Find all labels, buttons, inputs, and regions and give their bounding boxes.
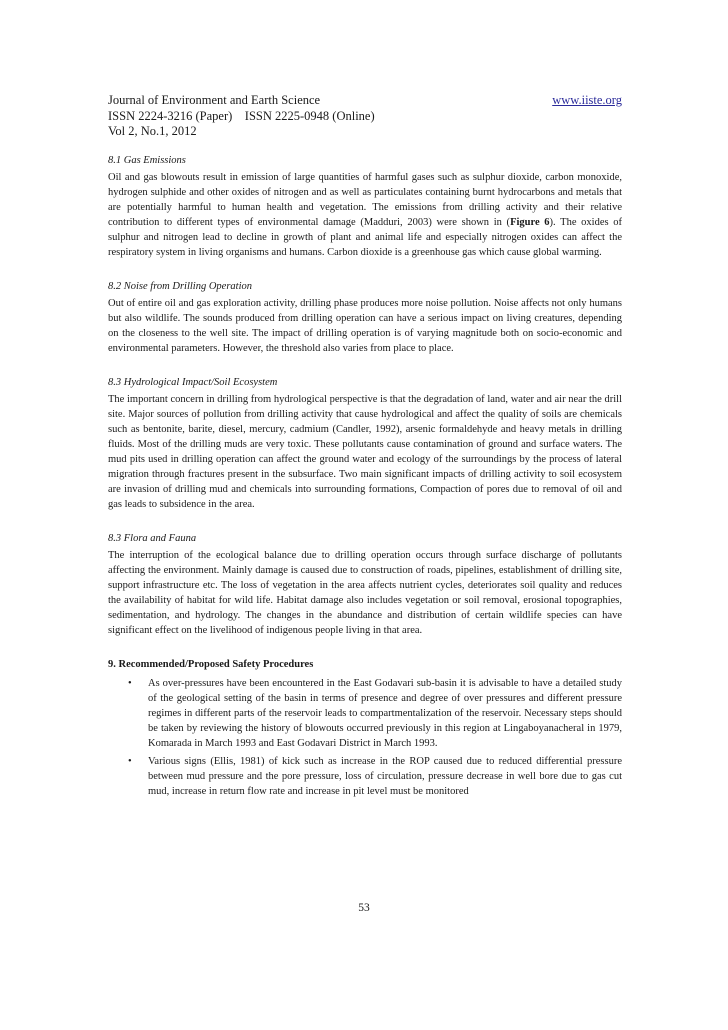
safety-bullet-list [108, 676, 622, 799]
spacer [108, 356, 622, 376]
section-title-flora-fauna: 8.3 Flora and Fauna [108, 532, 197, 544]
header-row [108, 93, 622, 109]
section-text-gas-emissions [108, 170, 622, 260]
section-title-noise: 8.2 Noise from Drilling Operation [108, 280, 252, 292]
section-title-gas-emissions: 8.1 Gas Emissions [108, 154, 186, 166]
spacer [108, 260, 622, 280]
bullet-text: As over-pressures have been encountered in the East Godavari sub-basin it is advisable to have a detailed study of the geological setting of the basin in terms of presence and degree of over pressures and different pressure regimes in different parts of the reservoir leads to compartmentalization of the reservoir. Necessary steps should be taken by reviewing the history of blowouts occurred previously in this region at Lingaboyanacheral in 1979, Komarada in March 1993 and East Godavari District in March 1993. [148, 677, 622, 749]
spacer [108, 512, 622, 532]
bullet-icon: • [128, 677, 132, 689]
issn-line: ISSN 2224-3216 (Paper) ISSN 2225-0948 (Online) [108, 108, 375, 123]
bullet-text: Various signs (Ellis, 1981) of kick such as increase in the ROP caused due to reduced differential pressure between mud pressure and the pore pressure, loss of circulation, pressure decrease in well bore due to gas cut mud, increase in return flow rate and increase in pit level must be monitored [148, 755, 622, 797]
section-text-hydrological: The important concern in drilling from hydrological perspective is that the degradation of land, water and air near the drill site. Major sources of pollution from drilling activity that cause hydrological and affect the quality of soils are chemicals such as bentonite, barite, diesel, mercury, cadmium (Candler, 1992), arsenic formaldehyde and heavy metals in drilling fluids. Most of the drilling muds are very toxic. These pollutants cause contamination of ground and surface waters. The mud pits used in drilling operation can affect the ground water and ecology of the surroundings by the process of lateral migration through fractures present in the subsurface. Two main significant impacts of drilling activity to soil ecosystem are invasion of drilling mud and chemicals into surrounding formations, Compaction of pores due to removal of oil and gas leads to subsidence in the area. [108, 393, 622, 510]
journal-header [108, 93, 622, 140]
volume-line: Vol 2, No.1, 2012 [108, 124, 197, 138]
journal-title: Journal of Environment and Earth Science [108, 93, 321, 107]
list-item [108, 754, 622, 799]
bullet-icon: • [128, 755, 132, 767]
safety-heading: 9. Recommended/Proposed Safety Procedures [108, 658, 314, 670]
section-title-hydrological: 8.3 Hydrological Impact/Soil Ecosystem [108, 376, 278, 388]
spacer [108, 638, 622, 658]
section-text-noise: Out of entire oil and gas exploration activity, drilling phase produces more noise pollution. Noise affects not only humans but also wildlife. The sounds produced from drilling operation can have a serious impact on living creatures, depending on the closeness to the well site. The impact of drilling operation is of varying magnitude both on socio-economic and environmental parameters. However, the threshold also varies from place to place. [108, 297, 622, 354]
figure-reference: Figure 6 [510, 216, 550, 228]
section-text-flora-fauna: The interruption of the ecological balance due to drilling operation occurs through surface discharge of pollutants affecting the environment. Mainly damage is caused due to construction of roads, pipelines, establishment of drilling site, support infrastructure etc. The loss of vegetation in the area affects nutrient cycles, deteriorates soil quality and reduces the availability of habitat for wild life. Habitat damage also includes vegetation or soil removal, erosional topographies, sedimentation, and hydrology. The changes in the abundance and distribution of certain wildlife species can have significant effect on the livelihood of indigenous people living in that area. [108, 549, 622, 636]
text-segment: Oil and gas blowouts result in emission of large quantities of harmful gases such as sulphur dioxide, carbon monoxide, hydrogen sulphide and other oxides of nitrogen and as well as particulates containing burnt hydrocarbons and metals that are potentially harmful to human health and vegetation. The emissions from drilling activity and their relative contribution to different types of environmental damage (Madduri, 2003) were shown in ( [108, 171, 622, 228]
page-content [108, 93, 622, 802]
journal-url-link[interactable]: www.iiste.org [552, 93, 622, 107]
list-item [108, 676, 622, 751]
text-segment: ). The oxides of sulphur and nitrogen lead to decline in growth of plant and animal life and especially nitrogen oxides can affect the respiratory system in living organisms and humans. Carbon dioxide is a greenhouse gas which cause global warming. [108, 216, 622, 258]
page-number: 53 [358, 902, 370, 914]
